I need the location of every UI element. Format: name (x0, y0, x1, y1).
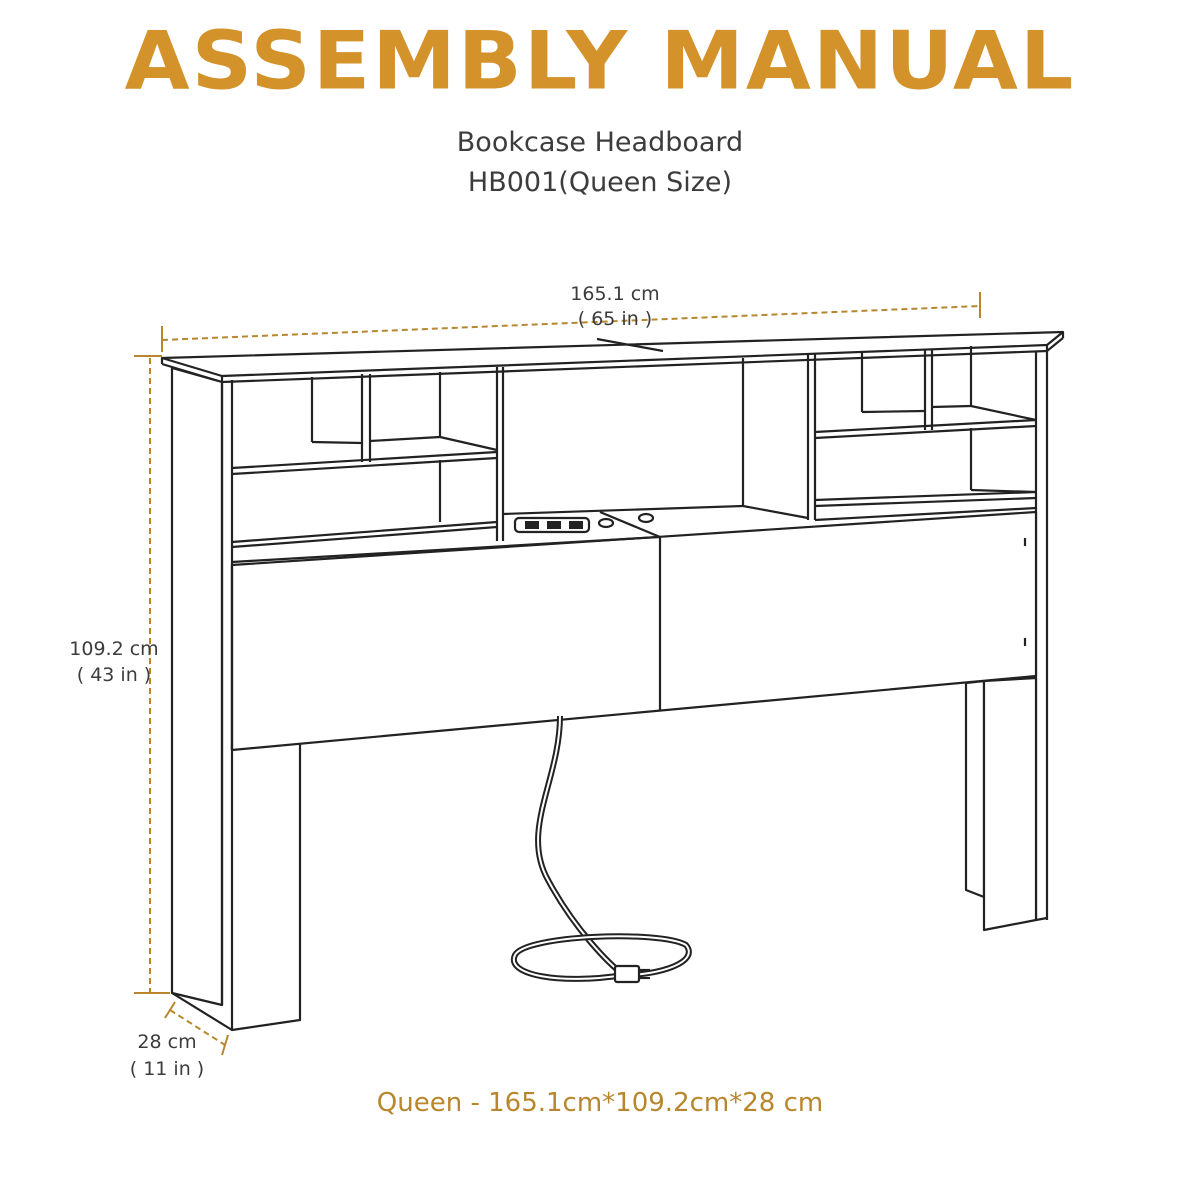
product-name: Bookcase Headboard (456, 127, 744, 158)
depth-in-label: ( 11 in ) (129, 1058, 205, 1080)
headboard-line-art (162, 332, 1063, 1030)
height-in-label: ( 43 in ) (76, 664, 152, 686)
size-summary: Queen - 165.1cm*109.2cm*28 cm (376, 1088, 824, 1118)
width-cm-label: 165.1 cm (570, 283, 660, 305)
depth-cm-label: 28 cm (137, 1031, 197, 1053)
width-in-label: ( 65 in ) (577, 308, 653, 330)
product-model: HB001(Queen Size) (467, 167, 733, 198)
height-cm-label: 109.2 cm (69, 638, 159, 660)
manual-title: ASSEMBLY MANUAL (124, 14, 1076, 108)
